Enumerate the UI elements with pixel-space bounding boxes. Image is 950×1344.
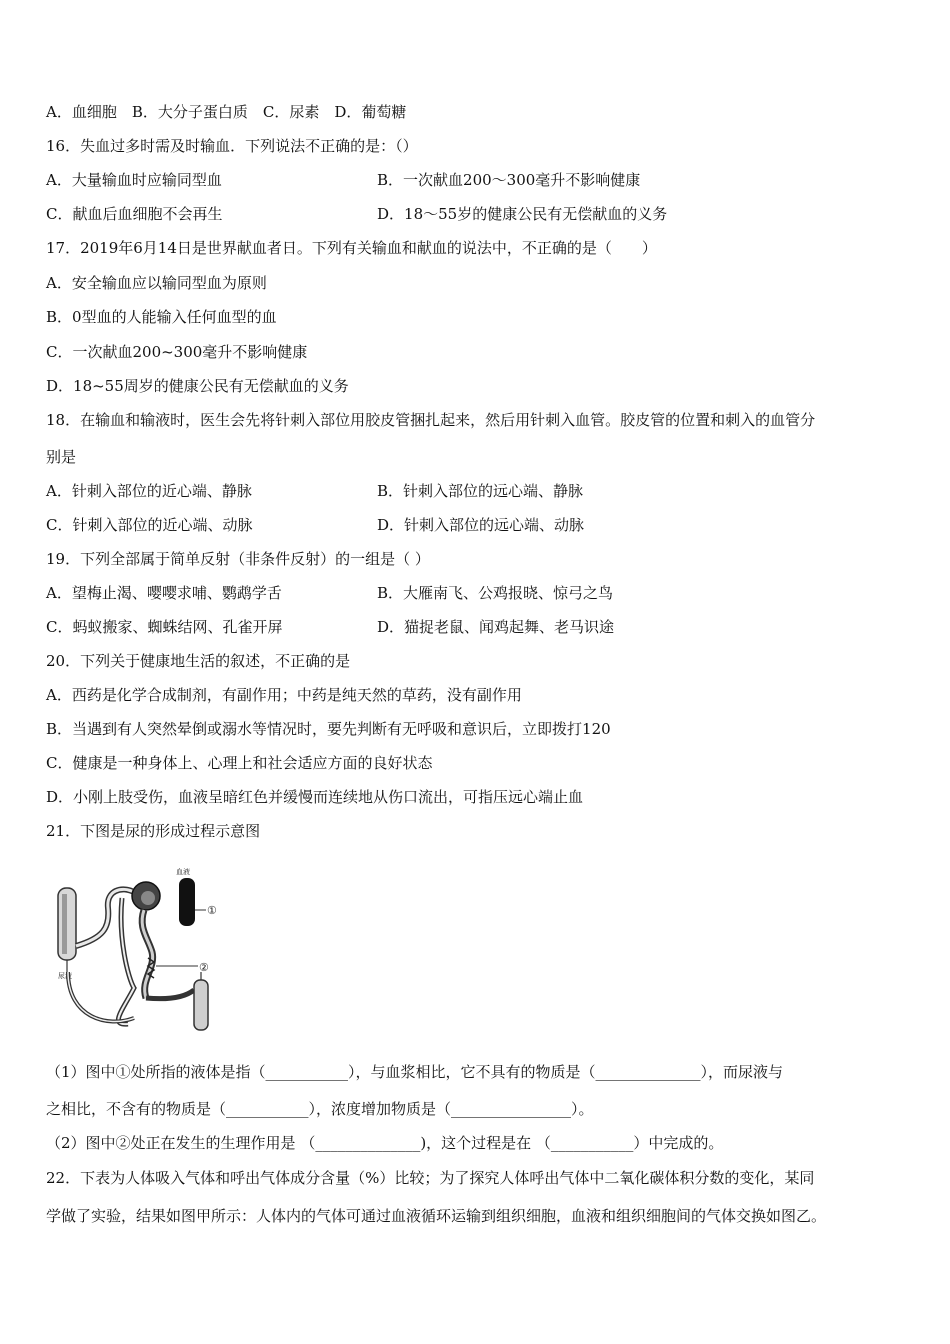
q17-option-c: C．一次献血200~300毫升不影响健康	[46, 343, 308, 361]
q16-option-a: A．大量输血时应输同型血	[46, 171, 222, 189]
q22-stem-line1: 22．下表为人体吸入气体和呼出气体成分含量（%）比较；为了探究人体呼出气体中二氧化碳体积分数的变化，某同	[46, 1169, 815, 1187]
q15-options: A．血细胞 B．大分子蛋白质 C．尿素 D．葡萄糖	[46, 103, 407, 121]
q17-option-b: B．0型血的人能输入任何血型的血	[46, 308, 277, 326]
q17-option-a: A．安全输血应以输同型血为原则	[46, 274, 267, 292]
q18-option-a: A．针刺入部位的近心端、静脉	[46, 482, 252, 500]
q18-stem-line1: 18．在输血和输液时，医生会先将针刺入部位用胶皮管捆扎起来，然后用针刺入血管。胶皮管的位置和刺入的血管分	[46, 411, 816, 429]
q19-option-a: A．望梅止渴、嘤嘤求哺、鹦鹉学舌	[46, 584, 282, 602]
q18-stem-line2: 别是	[46, 448, 77, 466]
q21-part1-line1: （1）图中①处所指的液体是指（___________），与血浆相比，它不具有的物质是（______________），而尿液与	[46, 1063, 784, 1081]
q17-option-d: D．18~55周岁的健康公民有无偿献血的义务	[46, 377, 349, 395]
urine-formation-figure	[48, 868, 228, 1040]
q17-stem: 17．2019年6月14日是世界献血者日。下列有关输血和献血的说法中，不正确的是（ ）	[46, 239, 657, 257]
q21-part1-line2: 之相比，不含有的物质是（___________），浓度增加物质是（________________）。	[46, 1100, 594, 1118]
marker-1: ①	[207, 904, 217, 917]
q20-stem: 20．下列关于健康地生活的叙述，不正确的是	[46, 652, 351, 670]
q20-option-a: A．西药是化学合成制剂，有副作用；中药是纯天然的草药，没有副作用	[46, 686, 522, 704]
q22-stem-line2: 学做了实验，结果如图甲所示：人体内的气体可通过血液循环运输到组织细胞，血液和组织细胞间的气体交换如图乙。	[46, 1207, 827, 1225]
nephron-diagram	[48, 868, 228, 1040]
marker-2: ②	[199, 961, 209, 974]
q18-option-d: D．针刺入部位的远心端、动脉	[377, 516, 585, 534]
q18-option-b: B．针刺入部位的远心端、静脉	[377, 482, 584, 500]
q16-option-c: C．献血后血细胞不会再生	[46, 205, 223, 223]
q21-stem: 21．下图是尿的形成过程示意图	[46, 822, 261, 840]
q20-option-d: D．小刚上肢受伤，血液呈暗红色并缓慢而连续地从伤口流出，可指压远心端止血	[46, 788, 584, 806]
q16-option-b: B．一次献血200～300毫升不影响健康	[377, 171, 641, 189]
q16-stem: 16．失血过多时需及时输血．下列说法不正确的是：（）	[46, 137, 418, 155]
q20-option-c: C．健康是一种身体上、心理上和社会适应方面的良好状态	[46, 754, 433, 772]
q19-option-c: C．蚂蚁搬家、蜘蛛结网、孔雀开屏	[46, 618, 283, 636]
q16-option-d: D．18～55岁的健康公民有无偿献血的义务	[377, 205, 668, 223]
q21-part2: （2）图中②处正在发生的生理作用是 （______________)，这个过程是在 （___________）中完成的。	[46, 1134, 724, 1152]
q19-option-d: D．猫捉老鼠、闻鸡起舞、老马识途	[377, 618, 615, 636]
q19-option-b: B．大雁南飞、公鸡报晓、惊弓之鸟	[377, 584, 614, 602]
q18-option-c: C．针刺入部位的近心端、动脉	[46, 516, 253, 534]
q20-option-b: B．当遇到有人突然晕倒或溺水等情况时，要先判断有无呼吸和意识后，立即拨打120	[46, 720, 611, 738]
q19-stem: 19．下列全部属于简单反射（非条件反射）的一组是（ ）	[46, 550, 430, 568]
label-blood: 血液	[176, 868, 190, 876]
label-urine: 尿液	[58, 972, 72, 980]
